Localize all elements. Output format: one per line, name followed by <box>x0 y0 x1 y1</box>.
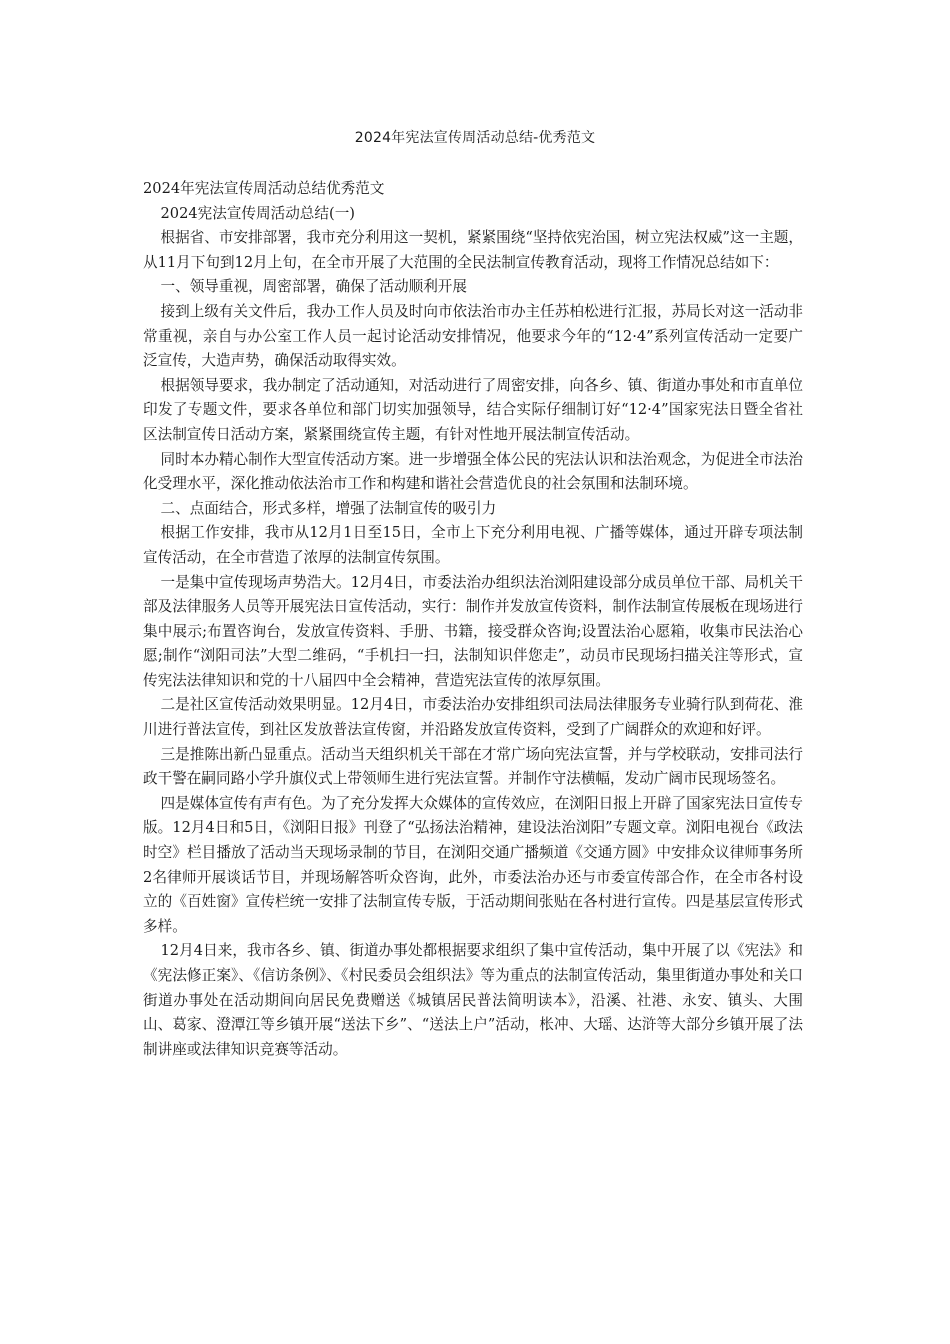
body-paragraph: 三是推陈出新凸显重点。活动当天组织机关干部在才常广场向宪法宣誓，并与学校联动，安排司法行政干警在嗣同路小学升旗仪式上带领师生进行宪法宣誓。并制作守法横幅，发动广阔市民现场签名。 <box>143 745 803 788</box>
document-body <box>143 177 803 1062</box>
body-paragraph: 2024宪法宣传周活动总结(一) <box>160 204 355 222</box>
document-title: 2024年宪法宣传周活动总结-优秀范文 <box>354 130 596 146</box>
body-paragraph: 一是集中宣传现场声势浩大。12月4日，市委法治办组织法治浏阳建设部分成员单位干部、局机关干部及法律服务人员等开展宪法日宣传活动，实行：制作并发放宣传资料，制作法制宣传展板在现场进行集中展示;布置咨询台，发放宣传资料、手册、书籍，接受群众咨询;设置法治心愿箱，收集市民法治心愿;制作“浏阳司法”大型二维码，“手机扫一扫，法制知识伴您走”，动员市民现场扫描关注等形式，宣传宪法法律知识和党的十八届四中全会精神，营造宪法宣传的浓厚氛围。 <box>143 573 803 689</box>
body-paragraph: 一、领导重视，周密部署，确保了活动顺利开展 <box>160 278 467 296</box>
body-paragraph: 二是社区宣传活动效果明显。12月4日，市委法治办安排组织司法局法律服务专业骑行队到荷花、淮川进行普法宣传，到社区发放普法宣传窗，并沿路发放宣传资料，受到了广阔群众的欢迎和好评。 <box>143 696 803 739</box>
body-paragraph: 根据工作安排，我市从12月1日至15日，全市上下充分利用电视、广播等媒体，通过开辟专项法制宣传活动，在全市营造了浓厚的法制宣传氛围。 <box>143 524 803 566</box>
body-paragraph: 12月4日来，我市各乡、镇、街道办事处都根据要求组织了集中宣传活动，集中开展了以《宪法》和《宪法修正案》、《信访条例》、《村民委员会组织法》等为重点的法制宣传活动，集里街道办事处和关口街道办事处在活动期间向居民免费赠送《城镇居民普法简明读本》，沿溪、社港、永安、镇头、大围山、葛家、澄潭江等乡镇开展“送法下乡”、“送法上户”活动，枨冲、大瑶、达浒等大部分乡镇开展了法制讲座或法律知识竞赛等活动。 <box>143 942 803 1058</box>
body-paragraph: 同时本办精心制作大型宣传活动方案。进一步增强全体公民的宪法认识和法治观念，为促进全市法治化受理水平，深化推动依法治市工作和构建和谐社会营造优良的社会氛围和法制环境。 <box>143 450 803 493</box>
body-paragraph: 四是媒体宣传有声有色。为了充分发挥大众媒体的宣传效应，在浏阳日报上开辟了国家宪法日宣传专版。12月4日和5日，《浏阳日报》刊登了“弘扬法治精神，建设法治浏阳”专题文章。浏阳电视台《政法时空》栏目播放了活动当天现场录制的节目，在浏阳交通广播频道《交通方圆》中安排众议律师事务所2名律师开展谈话节目，并现场解答听众咨询，此外，市委法治办还与市委宣传部合作，在全市各村设立的《百姓窗》宣传栏统一安排了法制宣传专版，于活动期间张贴在各村进行宣传。四是基层宣传形式多样。 <box>143 794 803 935</box>
body-paragraph: 接到上级有关文件后，我办工作人员及时向市依法治市办主任苏柏松进行汇报，苏局长对这一活动非常重视，亲自与办公室工作人员一起讨论活动安排情况，他要求今年的“12·4”系列宣传活动一定要广泛宣传，大造声势，确保活动取得实效。 <box>143 302 803 370</box>
body-paragraph: 2024年宪法宣传周活动总结优秀范文 <box>143 180 385 197</box>
body-paragraph: 二、点面结合，形式多样，增强了法制宣传的吸引力 <box>160 499 497 517</box>
body-paragraph: 根据领导要求，我办制定了活动通知，对活动进行了周密安排，向各乡、镇、街道办事处和市直单位印发了专题文件，要求各单位和部门切实加强领导，结合实际仔细制订好“12·4”国家宪法日暨全省社区法制宣传日活动方案，紧紧围绕宣传主题，有针对性地开展法制宣传活动。 <box>143 376 803 443</box>
body-paragraph: 根据省、市安排部署，我市充分利用这一契机，紧紧围绕“坚持依宪治国，树立宪法权威”这一主题，从11月下旬到12月上旬，在全市开展了大范围的全民法制宣传教育活动，现将工作情况总结如下： <box>143 229 803 271</box>
